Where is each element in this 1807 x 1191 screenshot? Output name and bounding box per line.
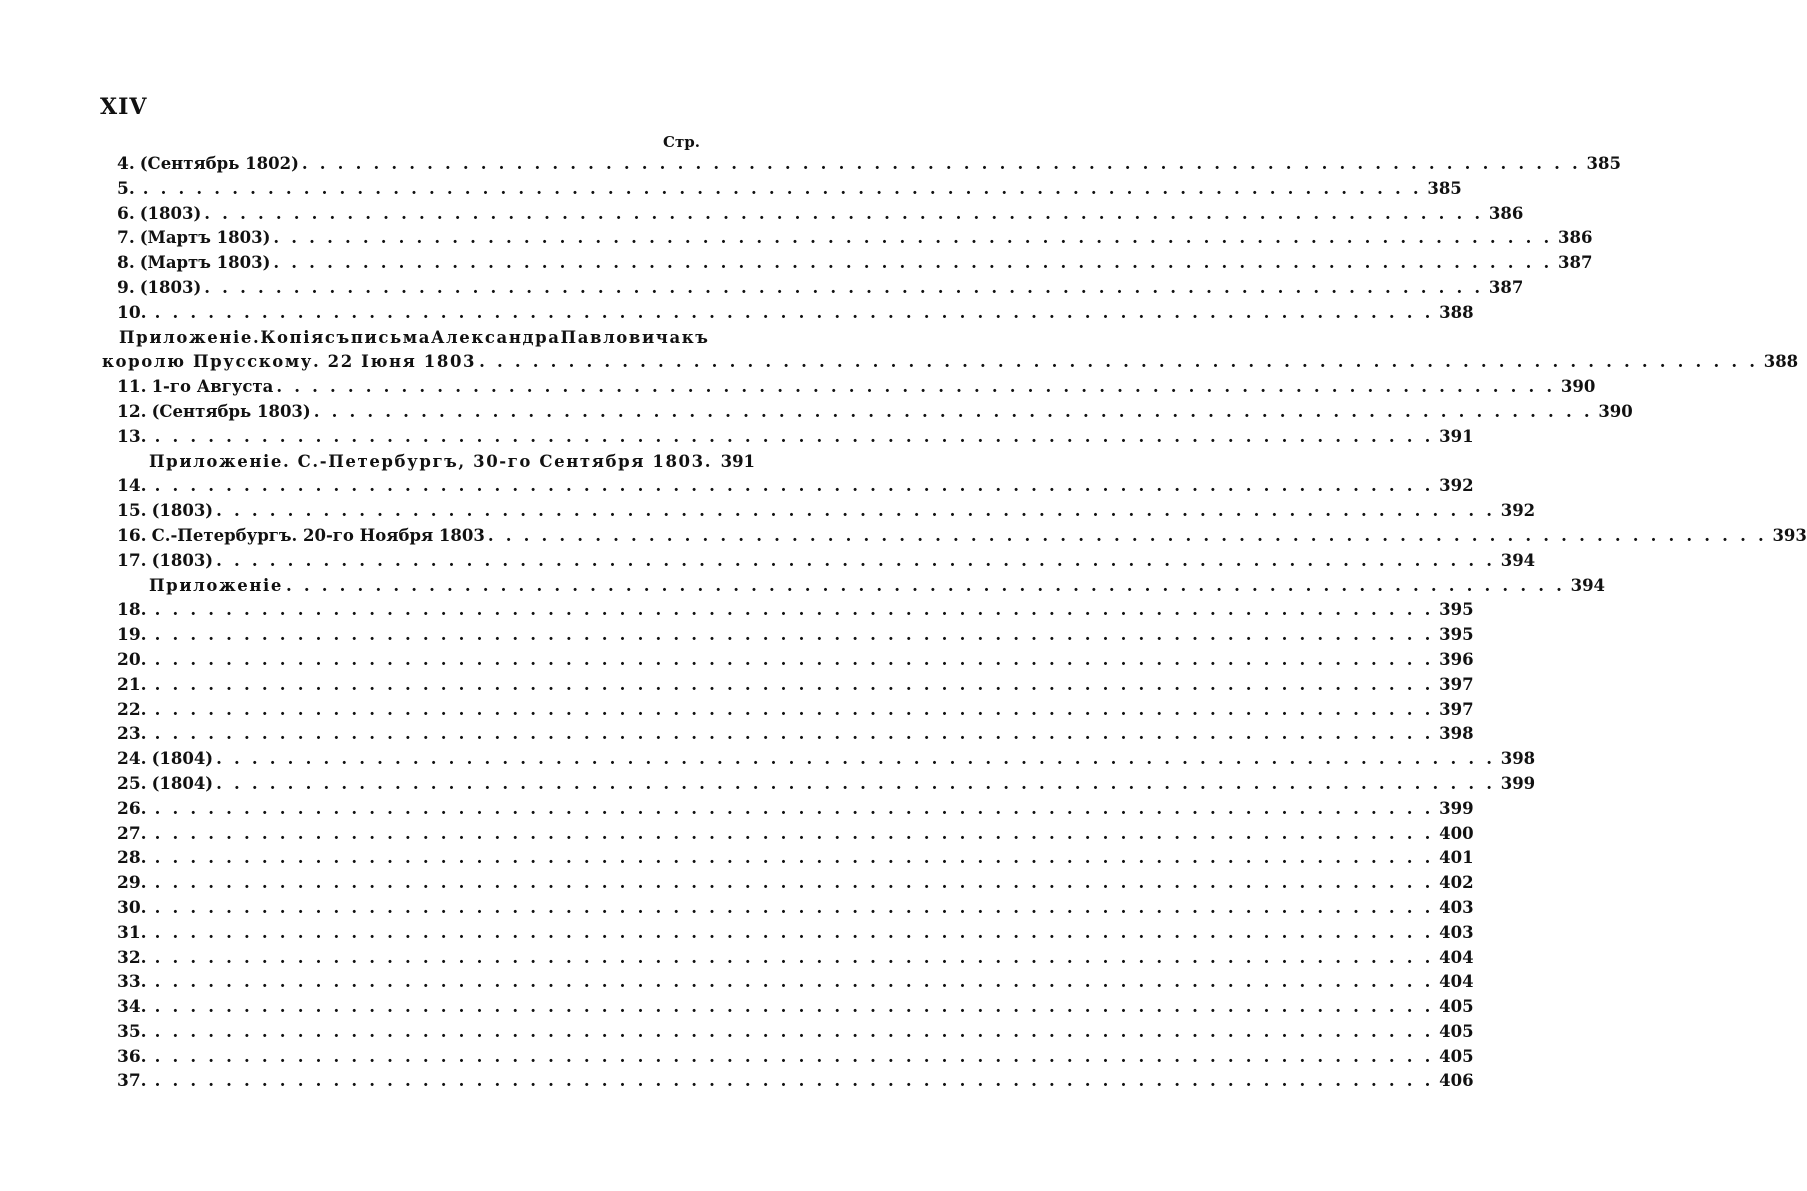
toc-entry [102, 350, 1799, 375]
dot-leader [155, 623, 1434, 648]
appendix-word: Приложеніе. [119, 327, 261, 347]
toc-entry [117, 797, 1474, 822]
toc-entry [117, 970, 1474, 995]
entry-page: 398 [1439, 724, 1474, 744]
entry-page: 405 [1439, 1021, 1474, 1041]
entry-page: 386 [1558, 228, 1593, 248]
entry-page: 387 [1488, 277, 1524, 297]
entry-title: С.-Петербургъ. 20-го Ноября 1803 [151, 525, 485, 545]
dot-leader [155, 425, 1434, 450]
entry-number: 37. [117, 1071, 147, 1092]
entry-number: 21. [117, 674, 147, 695]
entry-number: 14. [117, 476, 147, 497]
toc-group-mid [117, 375, 1633, 449]
entry-title: (1803) [151, 501, 214, 521]
dot-leader [155, 648, 1434, 673]
entry-number: 19. [117, 625, 147, 646]
dot-leader [155, 1020, 1434, 1045]
appendix-word: Александра [431, 327, 561, 347]
entry-page: 399 [1439, 798, 1474, 818]
dot-leader [155, 822, 1434, 847]
toc-entry [117, 499, 1536, 524]
entry-page: 390 [1560, 377, 1596, 397]
entry-page: 406 [1439, 1071, 1474, 1091]
dot-leader [204, 276, 1483, 301]
entry-page: 398 [1500, 749, 1536, 769]
entry-title: 1-го Августа [151, 377, 274, 397]
entry-number: 10. [117, 302, 147, 323]
toc-entry [117, 177, 1462, 202]
dot-leader [155, 846, 1434, 871]
toc-group-mid2 [117, 474, 1807, 573]
dot-leader [216, 499, 1495, 524]
entry-number: 27. [117, 823, 147, 844]
toc-entry [117, 226, 1593, 251]
entry-page: 387 [1558, 253, 1593, 273]
entry-number: 22. [117, 699, 147, 720]
toc-entry [117, 425, 1474, 450]
entry-number: 25. [117, 773, 147, 794]
entry-page: 393 [1772, 525, 1807, 545]
entry-number: 4. [117, 154, 135, 174]
toc-entry [117, 375, 1596, 400]
entry-page: 397 [1439, 674, 1474, 694]
entry-title: королю Прусскому. 22 Іюня 1803 [102, 352, 477, 372]
dot-leader [216, 549, 1495, 574]
toc-entry [117, 846, 1474, 871]
entry-number: 7. [117, 228, 135, 249]
entry-number: 18. [117, 600, 147, 621]
entry-page: 404 [1439, 972, 1474, 992]
entry-title: (Сентябрь 1803) [151, 401, 311, 421]
toc-entry [117, 946, 1474, 971]
toc-entry [117, 524, 1807, 549]
entry-number: 32. [117, 947, 147, 968]
entry-page: 399 [1500, 773, 1536, 793]
entry-number: 6. [117, 203, 135, 224]
entry-title: Приложеніе. С.-Петербургъ, 30-го Сентября 1803. [149, 451, 713, 471]
entry-number: 5. [117, 178, 135, 199]
dot-leader [155, 598, 1434, 623]
entry-page: 403 [1439, 897, 1474, 917]
toc-entry [117, 400, 1633, 425]
entry-page: 400 [1439, 823, 1474, 843]
toc-entry [117, 673, 1474, 698]
entry-page: 385 [1586, 154, 1621, 173]
dot-leader [155, 698, 1434, 723]
entry-page: 386 [1488, 203, 1524, 223]
toc-entry [117, 450, 756, 475]
entry-number: 30. [117, 897, 147, 918]
dot-leader [488, 524, 1767, 549]
entry-title: (1803) [139, 277, 202, 297]
entry-number: 33. [117, 972, 147, 993]
entry-number: 26. [117, 798, 147, 819]
dot-leader [155, 673, 1434, 698]
toc-entry [117, 623, 1474, 648]
toc-entry [117, 747, 1536, 772]
entry-page: 388 [1439, 302, 1474, 322]
entry-number: 29. [117, 873, 147, 894]
entry-page: 395 [1439, 625, 1474, 645]
entry-page: 385 [1427, 178, 1462, 198]
dot-leader [155, 1045, 1434, 1070]
entry-page: 396 [1439, 649, 1474, 669]
toc-entry [117, 871, 1474, 896]
toc-entry [117, 1020, 1474, 1045]
entry-title: (Мартъ 1803) [139, 253, 271, 273]
entry-page: 392 [1439, 476, 1474, 496]
entry-number: 17. [117, 550, 147, 571]
entry-page: 402 [1439, 873, 1474, 893]
entry-title: (1803) [139, 203, 202, 223]
entry-number: 36. [117, 1046, 147, 1067]
toc-entry [117, 698, 1474, 723]
toc-entry [117, 152, 1621, 177]
entry-number: 13. [117, 426, 147, 447]
dot-leader [302, 152, 1581, 177]
entry-number: 34. [117, 997, 147, 1018]
toc-entry [117, 772, 1536, 797]
dot-leader [273, 226, 1552, 251]
entry-number: 24. [117, 749, 147, 770]
entry-number: 16. [117, 525, 147, 546]
entry-number: 9. [117, 277, 135, 298]
dot-leader [155, 896, 1434, 921]
page-number: XIV [100, 94, 148, 120]
dot-leader [155, 921, 1434, 946]
toc-entry [117, 202, 1524, 227]
dot-leader [155, 871, 1434, 896]
entry-page: 390 [1598, 401, 1633, 421]
entry-page: 391 [1439, 426, 1474, 446]
appendix-word: Копія [260, 327, 325, 347]
entry-number: 8. [117, 253, 135, 274]
entry-number: 35. [117, 1021, 147, 1042]
appendix-word: письма [350, 327, 431, 347]
toc-entry [117, 251, 1593, 276]
toc-entry [117, 301, 1474, 326]
appendix-word: къ [681, 327, 710, 347]
entry-page: 405 [1439, 997, 1474, 1017]
appendix-letter-entry [102, 326, 1799, 376]
dot-leader [216, 747, 1495, 772]
appendix-word: Павловича [560, 327, 682, 347]
entry-page: 401 [1439, 848, 1474, 868]
dot-leader [155, 474, 1434, 499]
entry-page: 394 [1570, 575, 1606, 595]
entry-page: 394 [1500, 550, 1536, 570]
entry-number: 20. [117, 649, 147, 670]
dot-leader [276, 375, 1555, 400]
dot-leader [216, 772, 1495, 797]
toc-entry [117, 995, 1474, 1020]
toc-entry [117, 896, 1474, 921]
entry-number: 15. [117, 501, 147, 522]
page-column-header: Стр. [663, 133, 700, 151]
toc-entry [117, 648, 1474, 673]
dot-leader [155, 722, 1434, 747]
toc-entry [117, 921, 1474, 946]
dot-leader [155, 946, 1434, 971]
table-of-contents [102, 152, 1807, 1094]
dot-leader [155, 797, 1434, 822]
dot-leader [155, 970, 1434, 995]
entry-number: 28. [117, 848, 147, 869]
dot-leader [273, 251, 1552, 276]
toc-entry [117, 574, 1606, 599]
entry-page: 405 [1439, 1046, 1474, 1066]
entry-title: (Мартъ 1803) [139, 228, 271, 248]
entry-title: (1804) [151, 749, 214, 769]
toc-entry [117, 722, 1474, 747]
entry-page: 397 [1439, 699, 1474, 719]
entry-title: (1804) [151, 773, 214, 793]
entry-page: 391 [720, 451, 756, 471]
dot-leader [479, 350, 1758, 375]
entry-number: 23. [117, 724, 147, 745]
entry-page: 404 [1439, 947, 1474, 967]
entry-page: 395 [1439, 600, 1474, 620]
entry-title: (1803) [151, 550, 214, 570]
dot-leader [286, 574, 1565, 599]
dot-leader [314, 400, 1593, 425]
toc-entry [117, 822, 1474, 847]
toc-entry [117, 1045, 1474, 1070]
entry-number: 12. [117, 401, 147, 422]
appendix-title-line [117, 326, 710, 351]
toc-group-bottom [117, 598, 1536, 1094]
appendix-word: съ [324, 327, 351, 347]
entry-title: (Сентябрь 1802) [139, 154, 299, 173]
toc-entry [117, 598, 1474, 623]
toc-group-top [117, 152, 1621, 326]
entry-number: 11. [117, 377, 147, 398]
toc-entry [117, 1069, 1474, 1094]
entry-page: 403 [1439, 922, 1474, 942]
dot-leader [155, 1069, 1434, 1094]
entry-page: 388 [1763, 352, 1799, 372]
toc-entry [117, 549, 1536, 574]
dot-leader [155, 995, 1434, 1020]
entry-number: 31. [117, 922, 147, 943]
dot-leader [155, 301, 1434, 326]
entry-title: Приложеніе [149, 575, 283, 595]
dot-leader [143, 177, 1422, 202]
toc-entry [117, 474, 1474, 499]
dot-leader [204, 202, 1483, 227]
toc-entry [117, 276, 1524, 301]
entry-page: 392 [1500, 501, 1536, 521]
